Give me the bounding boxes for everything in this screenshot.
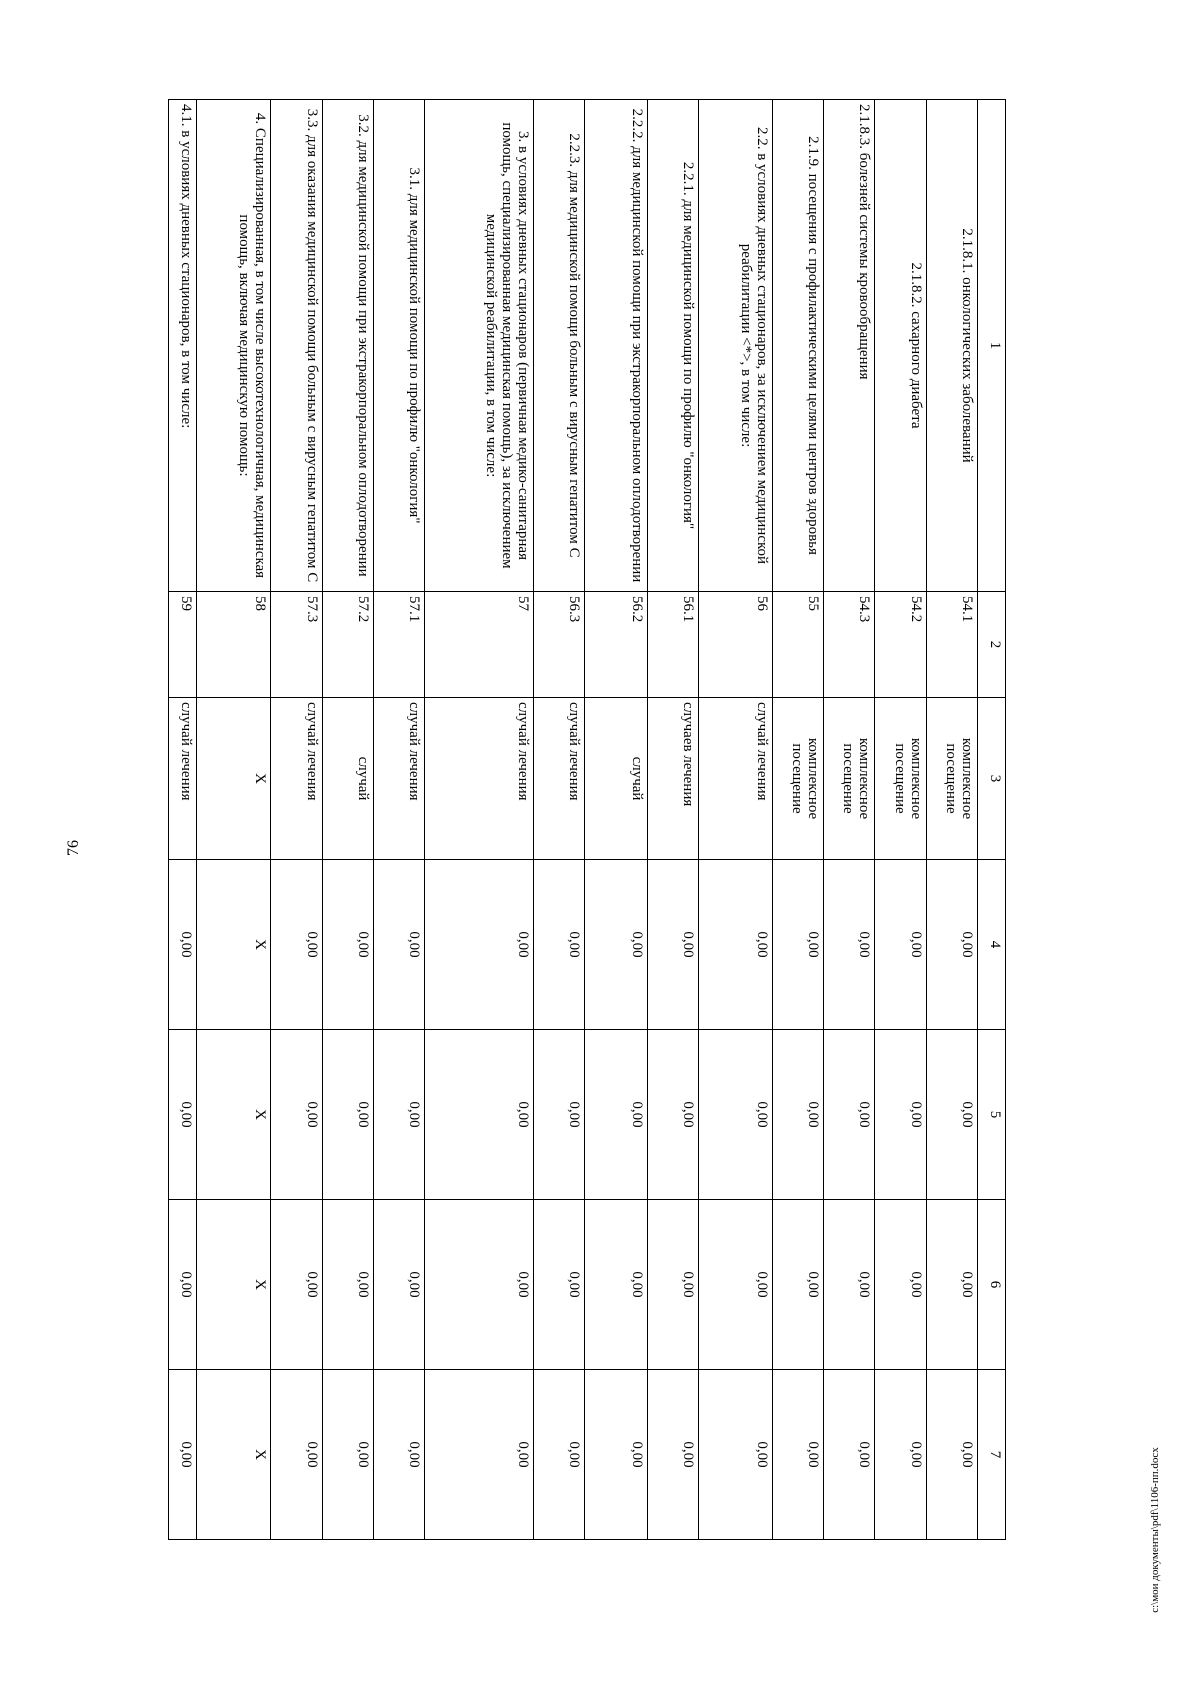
row-name: 2.1.8.3. болезней системы кровообращения	[824, 100, 875, 592]
row-value-7: 0,00	[271, 1370, 322, 1540]
row-unit: случаев лечения	[648, 698, 699, 860]
row-code: 57.1	[373, 592, 424, 698]
table-row	[169, 100, 197, 1540]
row-value-7: 0,00	[773, 1370, 824, 1540]
row-value-5: 0,00	[373, 1030, 424, 1200]
row-unit: X	[197, 698, 271, 860]
row-value-6: 0,00	[533, 1200, 584, 1370]
row-value-6: 0,00	[875, 1200, 926, 1370]
row-value-7: 0,00	[926, 1370, 977, 1540]
data-table	[168, 99, 1006, 1540]
row-code: 56.1	[648, 592, 699, 698]
table-row	[533, 100, 584, 1540]
row-value-6: 0,00	[322, 1200, 373, 1370]
table-row	[424, 100, 533, 1540]
row-value-5: 0,00	[926, 1030, 977, 1200]
row-value-5: 0,00	[699, 1030, 773, 1200]
row-unit: случай лечения	[373, 698, 424, 860]
row-value-7: 0,00	[824, 1370, 875, 1540]
row-value-7: 0,00	[699, 1370, 773, 1540]
row-code: 54.1	[926, 592, 977, 698]
row-code: 55	[773, 592, 824, 698]
row-unit: случай	[322, 698, 373, 860]
row-value-4: 0,00	[271, 860, 322, 1030]
row-code: 56.2	[584, 592, 647, 698]
row-value-4: 0,00	[424, 860, 533, 1030]
column-header: 3	[977, 698, 1005, 860]
row-unit: комплексное посещение	[824, 698, 875, 860]
row-value-6: 0,00	[373, 1200, 424, 1370]
row-value-5: 0,00	[875, 1030, 926, 1200]
row-value-5: 0,00	[648, 1030, 699, 1200]
row-unit: случай лечения	[169, 698, 197, 860]
row-value-7: 0,00	[322, 1370, 373, 1540]
row-value-6: X	[197, 1200, 271, 1370]
row-value-6: 0,00	[824, 1200, 875, 1370]
row-name: 3.3. для оказания медицинской помощи больным с вирусным гепатитом С	[271, 100, 322, 592]
data-table-wrapper	[168, 99, 1006, 1539]
row-value-4: 0,00	[699, 860, 773, 1030]
row-value-5: 0,00	[424, 1030, 533, 1200]
row-value-5: 0,00	[773, 1030, 824, 1200]
table-row	[322, 100, 373, 1540]
row-value-4: 0,00	[373, 860, 424, 1030]
row-value-5: 0,00	[169, 1030, 197, 1200]
row-value-7: 0,00	[584, 1370, 647, 1540]
row-value-7: 0,00	[875, 1370, 926, 1540]
row-value-5: 0,00	[584, 1030, 647, 1200]
row-code: 57.2	[322, 592, 373, 698]
table-row	[699, 100, 773, 1540]
column-header: 2	[977, 592, 1005, 698]
column-header: 7	[977, 1370, 1005, 1540]
row-value-7: X	[197, 1370, 271, 1540]
row-value-5: 0,00	[322, 1030, 373, 1200]
row-value-4: 0,00	[824, 860, 875, 1030]
row-code: 56	[699, 592, 773, 698]
row-value-4: 0,00	[584, 860, 647, 1030]
row-value-6: 0,00	[699, 1200, 773, 1370]
row-value-7: 0,00	[648, 1370, 699, 1540]
table-row	[373, 100, 424, 1540]
row-unit: комплексное посещение	[875, 698, 926, 860]
row-name: 4. Специализированная, в том числе высокотехнологичная, медицинская помощь, включая медицинскую помощь:	[197, 100, 271, 592]
row-name: 2.2.2. для медицинской помощи при экстракорпоральном оплодотворении	[584, 100, 647, 592]
row-value-5: 0,00	[533, 1030, 584, 1200]
row-value-4: 0,00	[533, 860, 584, 1030]
row-value-4: 0,00	[875, 860, 926, 1030]
table-row	[773, 100, 824, 1540]
footer-file-path: c:\мои документы\pdf\1106-пп.docx	[1149, 1447, 1161, 1613]
table-row	[824, 100, 875, 1540]
row-code: 56.3	[533, 592, 584, 698]
table-row	[648, 100, 699, 1540]
row-unit: случай лечения	[533, 698, 584, 860]
row-value-5: 0,00	[271, 1030, 322, 1200]
row-value-7: 0,00	[424, 1370, 533, 1540]
row-value-4: 0,00	[648, 860, 699, 1030]
page-number: 76	[65, 840, 82, 856]
row-unit: комплексное посещение	[773, 698, 824, 860]
row-value-7: 0,00	[533, 1370, 584, 1540]
row-value-6: 0,00	[648, 1200, 699, 1370]
row-value-4: 0,00	[322, 860, 373, 1030]
row-value-7: 0,00	[169, 1370, 197, 1540]
row-value-5: 0,00	[824, 1030, 875, 1200]
row-code: 54.3	[824, 592, 875, 698]
row-name: 3.1. для медицинской помощи по профилю "онкология"	[373, 100, 424, 592]
row-code: 57	[424, 592, 533, 698]
row-value-7: 0,00	[373, 1370, 424, 1540]
row-name: 3. в условиях дневных стационаров (первичная медико-санитарная помощь, специализированная медицинская помощь), за исключением медицинской реабилитации, в том числе:	[424, 100, 533, 592]
row-code: 59	[169, 592, 197, 698]
row-value-5: X	[197, 1030, 271, 1200]
row-name: 2.1.8.1. онкологических заболеваний	[926, 100, 977, 592]
row-unit: случай лечения	[271, 698, 322, 860]
row-name: 2.2.1. для медицинской помощи по профилю "онкология"	[648, 100, 699, 592]
row-unit: случай лечения	[699, 698, 773, 860]
row-unit: комплексное посещение	[926, 698, 977, 860]
table-row	[271, 100, 322, 1540]
row-name: 2.2.3. для медицинской помощи больным с вирусным гепатитом С	[533, 100, 584, 592]
table-row	[197, 100, 271, 1540]
column-header: 5	[977, 1030, 1005, 1200]
row-value-4: 0,00	[926, 860, 977, 1030]
row-code: 58	[197, 592, 271, 698]
row-value-6: 0,00	[773, 1200, 824, 1370]
row-value-6: 0,00	[424, 1200, 533, 1370]
table-header-row	[977, 100, 1005, 1540]
column-header: 1	[977, 100, 1005, 592]
row-value-6: 0,00	[584, 1200, 647, 1370]
row-value-4: 0,00	[169, 860, 197, 1030]
table-row	[584, 100, 647, 1540]
row-name: 4.1. в условиях дневных стационаров, в том числе:	[169, 100, 197, 592]
row-name: 2.1.8.2. сахарного диабета	[875, 100, 926, 592]
row-name: 2.2. в условиях дневных стационаров, за исключением медицинской реабилитации <*>, в том числе:	[699, 100, 773, 592]
row-value-6: 0,00	[271, 1200, 322, 1370]
column-header: 4	[977, 860, 1005, 1030]
row-value-6: 0,00	[926, 1200, 977, 1370]
row-name: 3.2. для медицинской помощи при экстракорпоральном оплодотворении	[322, 100, 373, 592]
row-code: 57.3	[271, 592, 322, 698]
row-code: 54.2	[875, 592, 926, 698]
row-unit: случай лечения	[424, 698, 533, 860]
row-name: 2.1.9. посещения с профилактическими целями центров здоровья	[773, 100, 824, 592]
row-value-6: 0,00	[169, 1200, 197, 1370]
row-value-4: 0,00	[773, 860, 824, 1030]
table-row	[926, 100, 977, 1540]
row-unit: случай	[584, 698, 647, 860]
row-value-4: X	[197, 860, 271, 1030]
column-header: 6	[977, 1200, 1005, 1370]
table-row	[875, 100, 926, 1540]
